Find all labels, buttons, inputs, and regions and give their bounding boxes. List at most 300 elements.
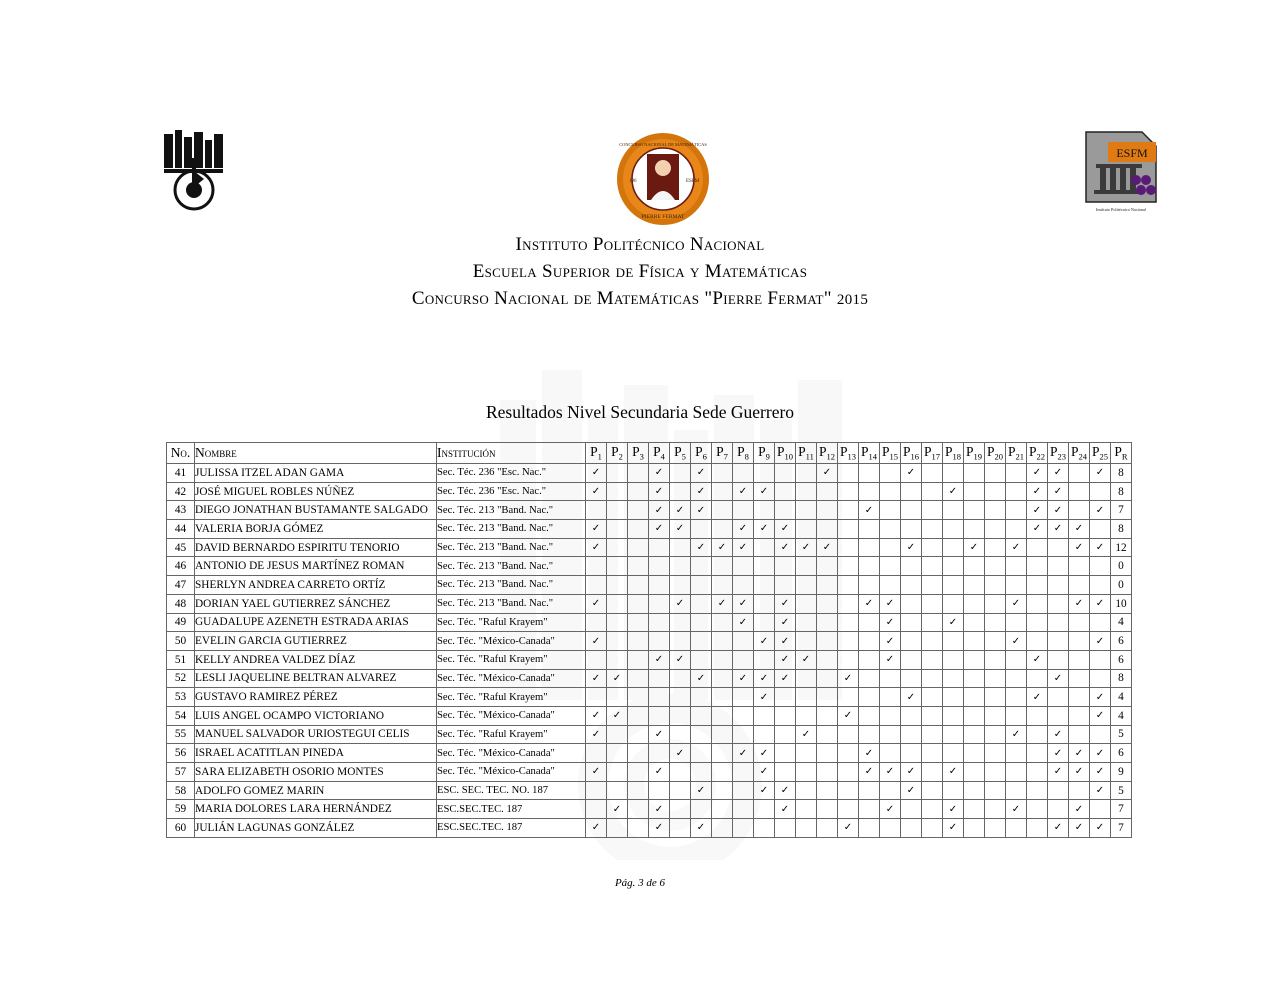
cell-problem-19 xyxy=(964,650,985,669)
cell-problem-13 xyxy=(838,632,859,651)
cell-problem-10 xyxy=(775,464,796,483)
cell-total: 12 xyxy=(1111,538,1132,557)
cell-problem-7 xyxy=(712,781,733,800)
cell-problem-5 xyxy=(670,557,691,576)
check-icon: ✓ xyxy=(612,803,622,815)
cell-problem-17 xyxy=(922,781,943,800)
cell-problem-1 xyxy=(586,576,607,595)
cell-problem-6 xyxy=(691,800,712,819)
cell-problem-18 xyxy=(943,819,964,838)
cell-total: 6 xyxy=(1111,650,1132,669)
table-row xyxy=(167,464,1132,483)
check-icon: ✓ xyxy=(654,467,664,479)
cell-problem-8 xyxy=(733,632,754,651)
cell-problem-14 xyxy=(859,538,880,557)
check-icon: ✓ xyxy=(654,822,664,834)
check-icon: ✓ xyxy=(1053,672,1063,684)
column-header-p4: $P_4$ xyxy=(649,443,670,464)
cell-problem-4 xyxy=(649,819,670,838)
cell-problem-15 xyxy=(880,594,901,613)
cell-problem-10 xyxy=(775,763,796,782)
cell-problem-3 xyxy=(628,800,649,819)
cell-name: MANUEL SALVADOR URIOSTEGUI CELIS xyxy=(195,725,437,744)
table-row xyxy=(167,819,1132,838)
cell-problem-4 xyxy=(649,538,670,557)
cell-no: 49 xyxy=(167,613,195,632)
svg-text:ESFM: ESFM xyxy=(1116,146,1148,160)
cell-problem-2 xyxy=(607,632,628,651)
check-icon: ✓ xyxy=(591,486,601,498)
check-icon: ✓ xyxy=(675,504,685,516)
cell-problem-8 xyxy=(733,725,754,744)
esfm-logo xyxy=(1082,128,1160,220)
cell-problem-4 xyxy=(649,576,670,595)
column-header-p1: $P_1$ xyxy=(586,443,607,464)
cell-problem-16 xyxy=(901,576,922,595)
cell-problem-23 xyxy=(1048,464,1069,483)
cell-problem-2 xyxy=(607,482,628,501)
cell-problem-5 xyxy=(670,800,691,819)
check-icon: ✓ xyxy=(759,691,769,703)
cell-problem-17 xyxy=(922,613,943,632)
cell-problem-10 xyxy=(775,744,796,763)
cell-problem-6 xyxy=(691,744,712,763)
cell-problem-25 xyxy=(1090,800,1111,819)
column-header-p10: $P_{10}$ xyxy=(775,443,796,464)
table-row xyxy=(167,725,1132,744)
cell-problem-21 xyxy=(1006,669,1027,688)
cell-problem-22 xyxy=(1027,482,1048,501)
cell-problem-15 xyxy=(880,706,901,725)
cell-problem-8 xyxy=(733,557,754,576)
cell-problem-16 xyxy=(901,520,922,539)
column-header-p18: $P_{18}$ xyxy=(943,443,964,464)
cell-total: 7 xyxy=(1111,800,1132,819)
check-icon: ✓ xyxy=(1053,523,1063,535)
cell-problem-9 xyxy=(754,725,775,744)
cell-problem-11 xyxy=(796,538,817,557)
cell-problem-12 xyxy=(817,725,838,744)
cell-problem-20 xyxy=(985,594,1006,613)
cell-problem-21 xyxy=(1006,576,1027,595)
cell-problem-14 xyxy=(859,464,880,483)
svg-text:196: 196 xyxy=(629,179,637,184)
column-header-no: No. xyxy=(167,443,195,464)
cell-problem-5 xyxy=(670,763,691,782)
check-icon: ✓ xyxy=(738,616,748,628)
cell-total: 8 xyxy=(1111,482,1132,501)
cell-no: 56 xyxy=(167,744,195,763)
cell-problem-18 xyxy=(943,669,964,688)
check-icon: ✓ xyxy=(675,523,685,535)
check-icon: ✓ xyxy=(612,672,622,684)
cell-problem-5 xyxy=(670,819,691,838)
table-row xyxy=(167,706,1132,725)
cell-problem-4 xyxy=(649,744,670,763)
check-icon: ✓ xyxy=(1053,822,1063,834)
cell-problem-14 xyxy=(859,650,880,669)
check-icon: ✓ xyxy=(801,728,811,740)
check-icon: ✓ xyxy=(738,672,748,684)
cell-problem-17 xyxy=(922,520,943,539)
check-icon: ✓ xyxy=(843,672,853,684)
cell-problem-22 xyxy=(1027,781,1048,800)
check-icon: ✓ xyxy=(1011,598,1021,610)
cell-no: 46 xyxy=(167,557,195,576)
cell-problem-10 xyxy=(775,669,796,688)
cell-problem-11 xyxy=(796,650,817,669)
check-icon: ✓ xyxy=(591,598,601,610)
cell-problem-9 xyxy=(754,538,775,557)
cell-problem-14 xyxy=(859,632,880,651)
check-icon: ✓ xyxy=(1074,822,1084,834)
check-icon: ✓ xyxy=(1011,728,1021,740)
cell-problem-20 xyxy=(985,725,1006,744)
cell-problem-22 xyxy=(1027,744,1048,763)
cell-problem-2 xyxy=(607,781,628,800)
table-row xyxy=(167,650,1132,669)
check-icon: ✓ xyxy=(780,635,790,647)
cell-problem-5 xyxy=(670,576,691,595)
cell-problem-12 xyxy=(817,464,838,483)
cell-problem-16 xyxy=(901,800,922,819)
cell-problem-14 xyxy=(859,557,880,576)
cell-name: DAVID BERNARDO ESPIRITU TENORIO xyxy=(195,538,437,557)
cell-problem-17 xyxy=(922,819,943,838)
cell-institution: ESC.SEC.TEC. 187 xyxy=(437,819,586,838)
cell-problem-22 xyxy=(1027,538,1048,557)
cell-problem-12 xyxy=(817,576,838,595)
cell-problem-19 xyxy=(964,594,985,613)
cell-problem-17 xyxy=(922,706,943,725)
cell-problem-16 xyxy=(901,819,922,838)
check-icon: ✓ xyxy=(1095,635,1105,647)
cell-problem-12 xyxy=(817,594,838,613)
cell-problem-20 xyxy=(985,576,1006,595)
table-row xyxy=(167,613,1132,632)
cell-problem-21 xyxy=(1006,594,1027,613)
cell-problem-13 xyxy=(838,520,859,539)
cell-problem-17 xyxy=(922,725,943,744)
check-icon: ✓ xyxy=(717,542,727,554)
check-icon: ✓ xyxy=(780,654,790,666)
cell-problem-8 xyxy=(733,819,754,838)
cell-institution: Sec. Téc. "México-Canada" xyxy=(437,744,586,763)
cell-problem-24 xyxy=(1069,744,1090,763)
cell-problem-14 xyxy=(859,744,880,763)
cell-problem-14 xyxy=(859,594,880,613)
check-icon: ✓ xyxy=(591,523,601,535)
cell-problem-1 xyxy=(586,725,607,744)
cell-problem-11 xyxy=(796,688,817,707)
cell-problem-9 xyxy=(754,763,775,782)
cell-problem-12 xyxy=(817,613,838,632)
check-icon: ✓ xyxy=(591,542,601,554)
cell-problem-16 xyxy=(901,632,922,651)
results-table-wrapper xyxy=(166,442,1132,838)
cell-problem-20 xyxy=(985,482,1006,501)
cell-problem-7 xyxy=(712,501,733,520)
check-icon: ✓ xyxy=(885,803,895,815)
cell-problem-7 xyxy=(712,819,733,838)
check-icon: ✓ xyxy=(948,803,958,815)
cell-problem-19 xyxy=(964,706,985,725)
cell-problem-23 xyxy=(1048,482,1069,501)
cell-problem-8 xyxy=(733,464,754,483)
cell-problem-19 xyxy=(964,800,985,819)
cell-problem-9 xyxy=(754,613,775,632)
check-icon: ✓ xyxy=(675,598,685,610)
check-icon: ✓ xyxy=(1074,542,1084,554)
column-header-p16: $P_{16}$ xyxy=(901,443,922,464)
cell-problem-20 xyxy=(985,520,1006,539)
check-icon: ✓ xyxy=(591,635,601,647)
table-row xyxy=(167,594,1132,613)
cell-problem-22 xyxy=(1027,594,1048,613)
cell-no: 44 xyxy=(167,520,195,539)
cell-problem-14 xyxy=(859,501,880,520)
check-icon: ✓ xyxy=(1074,766,1084,778)
cell-problem-24 xyxy=(1069,632,1090,651)
cell-problem-2 xyxy=(607,669,628,688)
heading-line-contest xyxy=(0,286,1280,313)
cell-problem-6 xyxy=(691,781,712,800)
cell-problem-11 xyxy=(796,744,817,763)
cell-problem-17 xyxy=(922,744,943,763)
cell-problem-9 xyxy=(754,744,775,763)
cell-problem-10 xyxy=(775,520,796,539)
cell-problem-4 xyxy=(649,688,670,707)
cell-problem-22 xyxy=(1027,706,1048,725)
cell-problem-25 xyxy=(1090,576,1111,595)
table-row xyxy=(167,688,1132,707)
check-icon: ✓ xyxy=(780,616,790,628)
cell-problem-5 xyxy=(670,501,691,520)
cell-problem-13 xyxy=(838,576,859,595)
pierre-fermat-medal-logo xyxy=(616,132,710,226)
cell-problem-1 xyxy=(586,557,607,576)
cell-problem-14 xyxy=(859,763,880,782)
cell-problem-10 xyxy=(775,482,796,501)
column-header-p17: $P_{17}$ xyxy=(922,443,943,464)
check-icon: ✓ xyxy=(1095,747,1105,759)
cell-problem-11 xyxy=(796,725,817,744)
cell-problem-25 xyxy=(1090,819,1111,838)
check-icon: ✓ xyxy=(738,598,748,610)
cell-problem-18 xyxy=(943,650,964,669)
cell-problem-18 xyxy=(943,763,964,782)
check-icon: ✓ xyxy=(1095,542,1105,554)
cell-problem-23 xyxy=(1048,632,1069,651)
cell-problem-8 xyxy=(733,501,754,520)
check-icon: ✓ xyxy=(906,766,916,778)
cell-problem-9 xyxy=(754,650,775,669)
table-row xyxy=(167,538,1132,557)
check-icon: ✓ xyxy=(654,728,664,740)
check-icon: ✓ xyxy=(1032,467,1042,479)
cell-institution: Sec. Téc. "Raful Krayem" xyxy=(437,650,586,669)
column-header-p3: $P_3$ xyxy=(628,443,649,464)
cell-problem-18 xyxy=(943,557,964,576)
cell-problem-1 xyxy=(586,819,607,838)
cell-problem-1 xyxy=(586,800,607,819)
cell-problem-15 xyxy=(880,557,901,576)
cell-problem-15 xyxy=(880,576,901,595)
cell-problem-22 xyxy=(1027,520,1048,539)
cell-problem-25 xyxy=(1090,650,1111,669)
cell-problem-14 xyxy=(859,520,880,539)
check-icon: ✓ xyxy=(1032,523,1042,535)
cell-problem-5 xyxy=(670,725,691,744)
cell-problem-16 xyxy=(901,594,922,613)
check-icon: ✓ xyxy=(1074,803,1084,815)
cell-problem-13 xyxy=(838,613,859,632)
table-row xyxy=(167,669,1132,688)
cell-problem-15 xyxy=(880,520,901,539)
cell-problem-17 xyxy=(922,576,943,595)
cell-problem-4 xyxy=(649,557,670,576)
table-header-row xyxy=(167,443,1132,464)
check-icon: ✓ xyxy=(1053,766,1063,778)
cell-problem-6 xyxy=(691,538,712,557)
cell-problem-1 xyxy=(586,594,607,613)
results-table-head xyxy=(167,443,1132,464)
cell-problem-6 xyxy=(691,819,712,838)
cell-problem-17 xyxy=(922,482,943,501)
cell-problem-5 xyxy=(670,594,691,613)
cell-problem-11 xyxy=(796,482,817,501)
cell-problem-5 xyxy=(670,706,691,725)
cell-problem-6 xyxy=(691,688,712,707)
cell-problem-8 xyxy=(733,781,754,800)
cell-name: SHERLYN ANDREA CARRETO ORTÍZ xyxy=(195,576,437,595)
cell-no: 55 xyxy=(167,725,195,744)
cell-problem-3 xyxy=(628,482,649,501)
cell-problem-17 xyxy=(922,688,943,707)
column-header-p19: $P_{19}$ xyxy=(964,443,985,464)
cell-problem-20 xyxy=(985,688,1006,707)
cell-problem-16 xyxy=(901,669,922,688)
cell-problem-5 xyxy=(670,613,691,632)
svg-text:PIERRE FERMAT: PIERRE FERMAT xyxy=(641,214,685,220)
cell-problem-11 xyxy=(796,501,817,520)
cell-problem-7 xyxy=(712,669,733,688)
cell-problem-2 xyxy=(607,800,628,819)
cell-problem-11 xyxy=(796,557,817,576)
cell-problem-22 xyxy=(1027,725,1048,744)
cell-problem-23 xyxy=(1048,763,1069,782)
cell-problem-12 xyxy=(817,650,838,669)
cell-no: 51 xyxy=(167,650,195,669)
cell-problem-3 xyxy=(628,576,649,595)
table-row xyxy=(167,520,1132,539)
check-icon: ✓ xyxy=(654,486,664,498)
cell-problem-8 xyxy=(733,650,754,669)
cell-problem-20 xyxy=(985,632,1006,651)
cell-problem-5 xyxy=(670,538,691,557)
cell-problem-9 xyxy=(754,520,775,539)
cell-problem-8 xyxy=(733,669,754,688)
cell-problem-24 xyxy=(1069,800,1090,819)
cell-problem-9 xyxy=(754,781,775,800)
check-icon: ✓ xyxy=(780,542,790,554)
cell-problem-19 xyxy=(964,763,985,782)
cell-problem-22 xyxy=(1027,576,1048,595)
cell-problem-24 xyxy=(1069,538,1090,557)
cell-problem-2 xyxy=(607,594,628,613)
cell-problem-11 xyxy=(796,594,817,613)
cell-problem-20 xyxy=(985,781,1006,800)
cell-problem-4 xyxy=(649,650,670,669)
cell-problem-22 xyxy=(1027,501,1048,520)
cell-problem-9 xyxy=(754,688,775,707)
cell-problem-7 xyxy=(712,688,733,707)
cell-problem-9 xyxy=(754,669,775,688)
cell-problem-10 xyxy=(775,819,796,838)
cell-problem-1 xyxy=(586,688,607,707)
column-header-p12: $P_{12}$ xyxy=(817,443,838,464)
cell-problem-5 xyxy=(670,632,691,651)
cell-problem-17 xyxy=(922,800,943,819)
check-icon: ✓ xyxy=(654,504,664,516)
cell-problem-2 xyxy=(607,744,628,763)
cell-problem-25 xyxy=(1090,613,1111,632)
check-icon: ✓ xyxy=(591,467,601,479)
cell-total: 0 xyxy=(1111,576,1132,595)
cell-problem-13 xyxy=(838,669,859,688)
cell-problem-19 xyxy=(964,464,985,483)
cell-problem-15 xyxy=(880,819,901,838)
cell-problem-6 xyxy=(691,706,712,725)
cell-problem-8 xyxy=(733,706,754,725)
cell-problem-25 xyxy=(1090,744,1111,763)
check-icon: ✓ xyxy=(738,747,748,759)
cell-problem-16 xyxy=(901,763,922,782)
cell-problem-15 xyxy=(880,763,901,782)
cell-problem-24 xyxy=(1069,669,1090,688)
cell-problem-14 xyxy=(859,482,880,501)
cell-problem-15 xyxy=(880,650,901,669)
svg-text:ESFM: ESFM xyxy=(686,179,700,184)
table-row xyxy=(167,800,1132,819)
cell-problem-24 xyxy=(1069,706,1090,725)
check-icon: ✓ xyxy=(1053,504,1063,516)
column-header-p25: $P_{25}$ xyxy=(1090,443,1111,464)
cell-problem-8 xyxy=(733,688,754,707)
cell-problem-3 xyxy=(628,688,649,707)
cell-problem-10 xyxy=(775,706,796,725)
svg-text:Instituto Politécnico Nacional: Instituto Politécnico Nacional xyxy=(1095,207,1147,212)
cell-problem-16 xyxy=(901,725,922,744)
cell-problem-1 xyxy=(586,669,607,688)
cell-problem-18 xyxy=(943,706,964,725)
cell-problem-23 xyxy=(1048,557,1069,576)
cell-name: ANTONIO DE JESUS MARTÍNEZ ROMAN xyxy=(195,557,437,576)
check-icon: ✓ xyxy=(738,542,748,554)
table-row xyxy=(167,744,1132,763)
cell-problem-15 xyxy=(880,482,901,501)
check-icon: ✓ xyxy=(906,467,916,479)
check-icon: ✓ xyxy=(696,822,706,834)
column-header-p13: $P_{13}$ xyxy=(838,443,859,464)
cell-name: JULIÁN LAGUNAS GONZÁLEZ xyxy=(195,819,437,838)
cell-institution: Sec. Téc. 213 "Band. Nac." xyxy=(437,520,586,539)
cell-problem-4 xyxy=(649,800,670,819)
check-icon: ✓ xyxy=(738,486,748,498)
cell-no: 43 xyxy=(167,501,195,520)
cell-problem-14 xyxy=(859,669,880,688)
cell-problem-19 xyxy=(964,669,985,688)
